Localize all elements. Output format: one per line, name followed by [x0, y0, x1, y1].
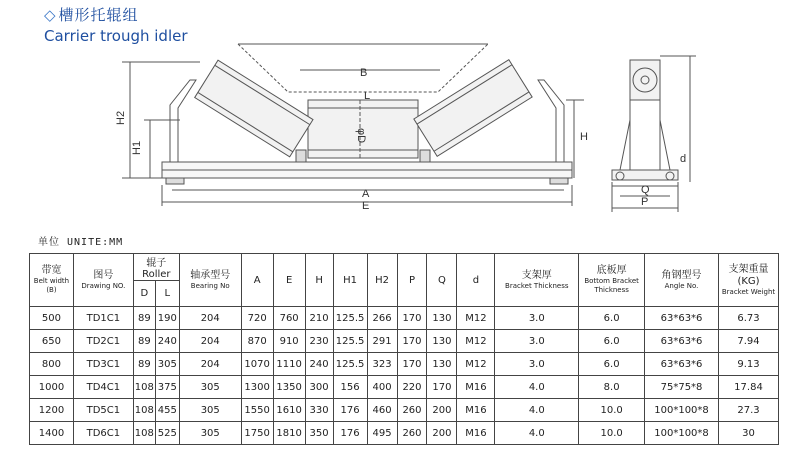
cell-bearing: 305: [179, 376, 241, 399]
th-belt-width: 带宽 Belt width (B): [30, 254, 74, 307]
cell-bolt: M16: [457, 376, 495, 399]
cell-dwg: TD2C1: [73, 330, 133, 353]
th-weight: 支架重量 (KG) Bracket Weight: [718, 254, 778, 307]
cell-l: 240: [155, 330, 179, 353]
label-Q: Q: [641, 184, 650, 196]
cell-p: 170: [397, 307, 427, 330]
cell-dwg: TD3C1: [73, 353, 133, 376]
cell-b: 1400: [30, 422, 74, 445]
cell-h2: 323: [367, 353, 397, 376]
cell-p: 260: [397, 399, 427, 422]
cell-angle: 63*63*6: [645, 330, 719, 353]
cell-p: 170: [397, 330, 427, 353]
cell-d: 89: [133, 353, 155, 376]
th-bracket-thickness: 支架厚 Bracket Thickness: [495, 254, 579, 307]
cell-h: 240: [305, 353, 333, 376]
th-roller-d: D: [133, 281, 155, 307]
cell-bolt: M16: [457, 422, 495, 445]
cell-h: 300: [305, 376, 333, 399]
cell-bearing: 305: [179, 422, 241, 445]
cell-bb: 6.0: [579, 353, 645, 376]
cell-h1: 176: [333, 399, 367, 422]
table-row: [30, 422, 779, 445]
cell-h2: 495: [367, 422, 397, 445]
cell-d: 89: [133, 330, 155, 353]
cell-p: 170: [397, 353, 427, 376]
cell-angle: 63*63*6: [645, 307, 719, 330]
cell-h2: 400: [367, 376, 397, 399]
cell-a: 1070: [241, 353, 273, 376]
cell-d: 89: [133, 307, 155, 330]
label-P: P: [641, 196, 649, 208]
cell-b: 650: [30, 330, 74, 353]
th-angle: 角钢型号 Angle No.: [645, 254, 719, 307]
cell-h1: 125.5: [333, 307, 367, 330]
cell-h1: 156: [333, 376, 367, 399]
cell-h: 330: [305, 399, 333, 422]
cell-e: 760: [273, 307, 305, 330]
table-row: [30, 399, 779, 422]
cell-p: 220: [397, 376, 427, 399]
cell-a: 1300: [241, 376, 273, 399]
cell-h: 350: [305, 422, 333, 445]
label-L: L: [364, 90, 371, 102]
label-d: d: [680, 153, 687, 165]
th-e: E: [273, 254, 305, 307]
cell-d: 108: [133, 399, 155, 422]
cell-q: 130: [427, 330, 457, 353]
cell-bearing: 204: [179, 353, 241, 376]
cell-bb: 6.0: [579, 330, 645, 353]
cell-a: 870: [241, 330, 273, 353]
cell-d: 108: [133, 422, 155, 445]
th-h1: H1: [333, 254, 367, 307]
cell-angle: 63*63*6: [645, 353, 719, 376]
cell-l: 305: [155, 353, 179, 376]
header-row-1: [30, 254, 779, 281]
cell-e: 910: [273, 330, 305, 353]
title-cn: 槽形托辊组: [58, 7, 139, 24]
cell-a: 720: [241, 307, 273, 330]
label-E: E: [362, 200, 370, 212]
cell-l: 525: [155, 422, 179, 445]
th-q: Q: [427, 254, 457, 307]
cell-bearing: 305: [179, 399, 241, 422]
cell-e: 1110: [273, 353, 305, 376]
cell-bt: 3.0: [495, 330, 579, 353]
label-D: φD: [355, 128, 367, 144]
cell-dwg: TD4C1: [73, 376, 133, 399]
label-H: H: [580, 131, 588, 143]
cell-dwg: TD5C1: [73, 399, 133, 422]
cell-bb: 8.0: [579, 376, 645, 399]
cell-angle: 100*100*8: [645, 399, 719, 422]
cell-l: 375: [155, 376, 179, 399]
cell-q: 200: [427, 399, 457, 422]
cell-bolt: M12: [457, 307, 495, 330]
cell-h2: 266: [367, 307, 397, 330]
th-roller: 辊子 Roller: [133, 254, 179, 281]
cell-dwg: TD1C1: [73, 307, 133, 330]
table-body: [30, 307, 779, 445]
cell-h1: 125.5: [333, 330, 367, 353]
cell-p: 260: [397, 422, 427, 445]
cell-b: 500: [30, 307, 74, 330]
label-B: B: [360, 67, 368, 79]
cell-q: 170: [427, 376, 457, 399]
label-A: A: [362, 188, 370, 200]
cell-e: 1810: [273, 422, 305, 445]
th-bottom-bracket: 底板厚 Bottom Bracket Thickness: [579, 254, 645, 307]
cell-weight: 7.94: [718, 330, 778, 353]
cell-h1: 176: [333, 422, 367, 445]
cell-bt: 4.0: [495, 422, 579, 445]
cell-e: 1350: [273, 376, 305, 399]
label-H1: H1: [131, 140, 143, 155]
cell-bolt: M12: [457, 330, 495, 353]
cell-b: 1200: [30, 399, 74, 422]
cell-q: 200: [427, 422, 457, 445]
cell-bt: 4.0: [495, 399, 579, 422]
cell-h: 210: [305, 307, 333, 330]
cell-bt: 3.0: [495, 307, 579, 330]
cell-a: 1550: [241, 399, 273, 422]
cell-weight: 9.13: [718, 353, 778, 376]
diamond-icon: ◇: [44, 7, 57, 24]
cell-l: 190: [155, 307, 179, 330]
title-en: Carrier trough idler: [44, 27, 188, 45]
cell-angle: 100*100*8: [645, 422, 719, 445]
cell-angle: 75*75*8: [645, 376, 719, 399]
cell-bt: 3.0: [495, 353, 579, 376]
cell-weight: 6.73: [718, 307, 778, 330]
label-H2: H2: [115, 110, 127, 125]
cell-bb: 10.0: [579, 422, 645, 445]
cell-bolt: M12: [457, 353, 495, 376]
cell-dwg: TD6C1: [73, 422, 133, 445]
th-h2: H2: [367, 254, 397, 307]
cell-bearing: 204: [179, 330, 241, 353]
cell-bb: 10.0: [579, 399, 645, 422]
cell-q: 130: [427, 307, 457, 330]
cell-weight: 30: [718, 422, 778, 445]
table-row: [30, 353, 779, 376]
cell-weight: 27.3: [718, 399, 778, 422]
cell-q: 130: [427, 353, 457, 376]
cell-bearing: 204: [179, 307, 241, 330]
table-row: [30, 307, 779, 330]
th-bearing: 轴承型号 Bearing No: [179, 254, 241, 307]
cell-b: 800: [30, 353, 74, 376]
spec-table: [29, 253, 779, 445]
th-h: H: [305, 254, 333, 307]
th-roller-l: L: [155, 281, 179, 307]
cell-e: 1610: [273, 399, 305, 422]
cell-h2: 460: [367, 399, 397, 422]
table-row: [30, 376, 779, 399]
cell-b: 1000: [30, 376, 74, 399]
th-p: P: [397, 254, 427, 307]
th-drawing-no: 图号 Drawing NO.: [73, 254, 133, 307]
cell-bb: 6.0: [579, 307, 645, 330]
cell-bolt: M16: [457, 399, 495, 422]
cell-weight: 17.84: [718, 376, 778, 399]
cell-h1: 125.5: [333, 353, 367, 376]
th-d-bolt: d: [457, 254, 495, 307]
table-row: [30, 330, 779, 353]
cell-h: 230: [305, 330, 333, 353]
cell-bt: 4.0: [495, 376, 579, 399]
cell-a: 1750: [241, 422, 273, 445]
cell-d: 108: [133, 376, 155, 399]
th-a: A: [241, 254, 273, 307]
unit-label: 单位 UNITE:MM: [38, 237, 124, 248]
cell-l: 455: [155, 399, 179, 422]
cell-h2: 291: [367, 330, 397, 353]
